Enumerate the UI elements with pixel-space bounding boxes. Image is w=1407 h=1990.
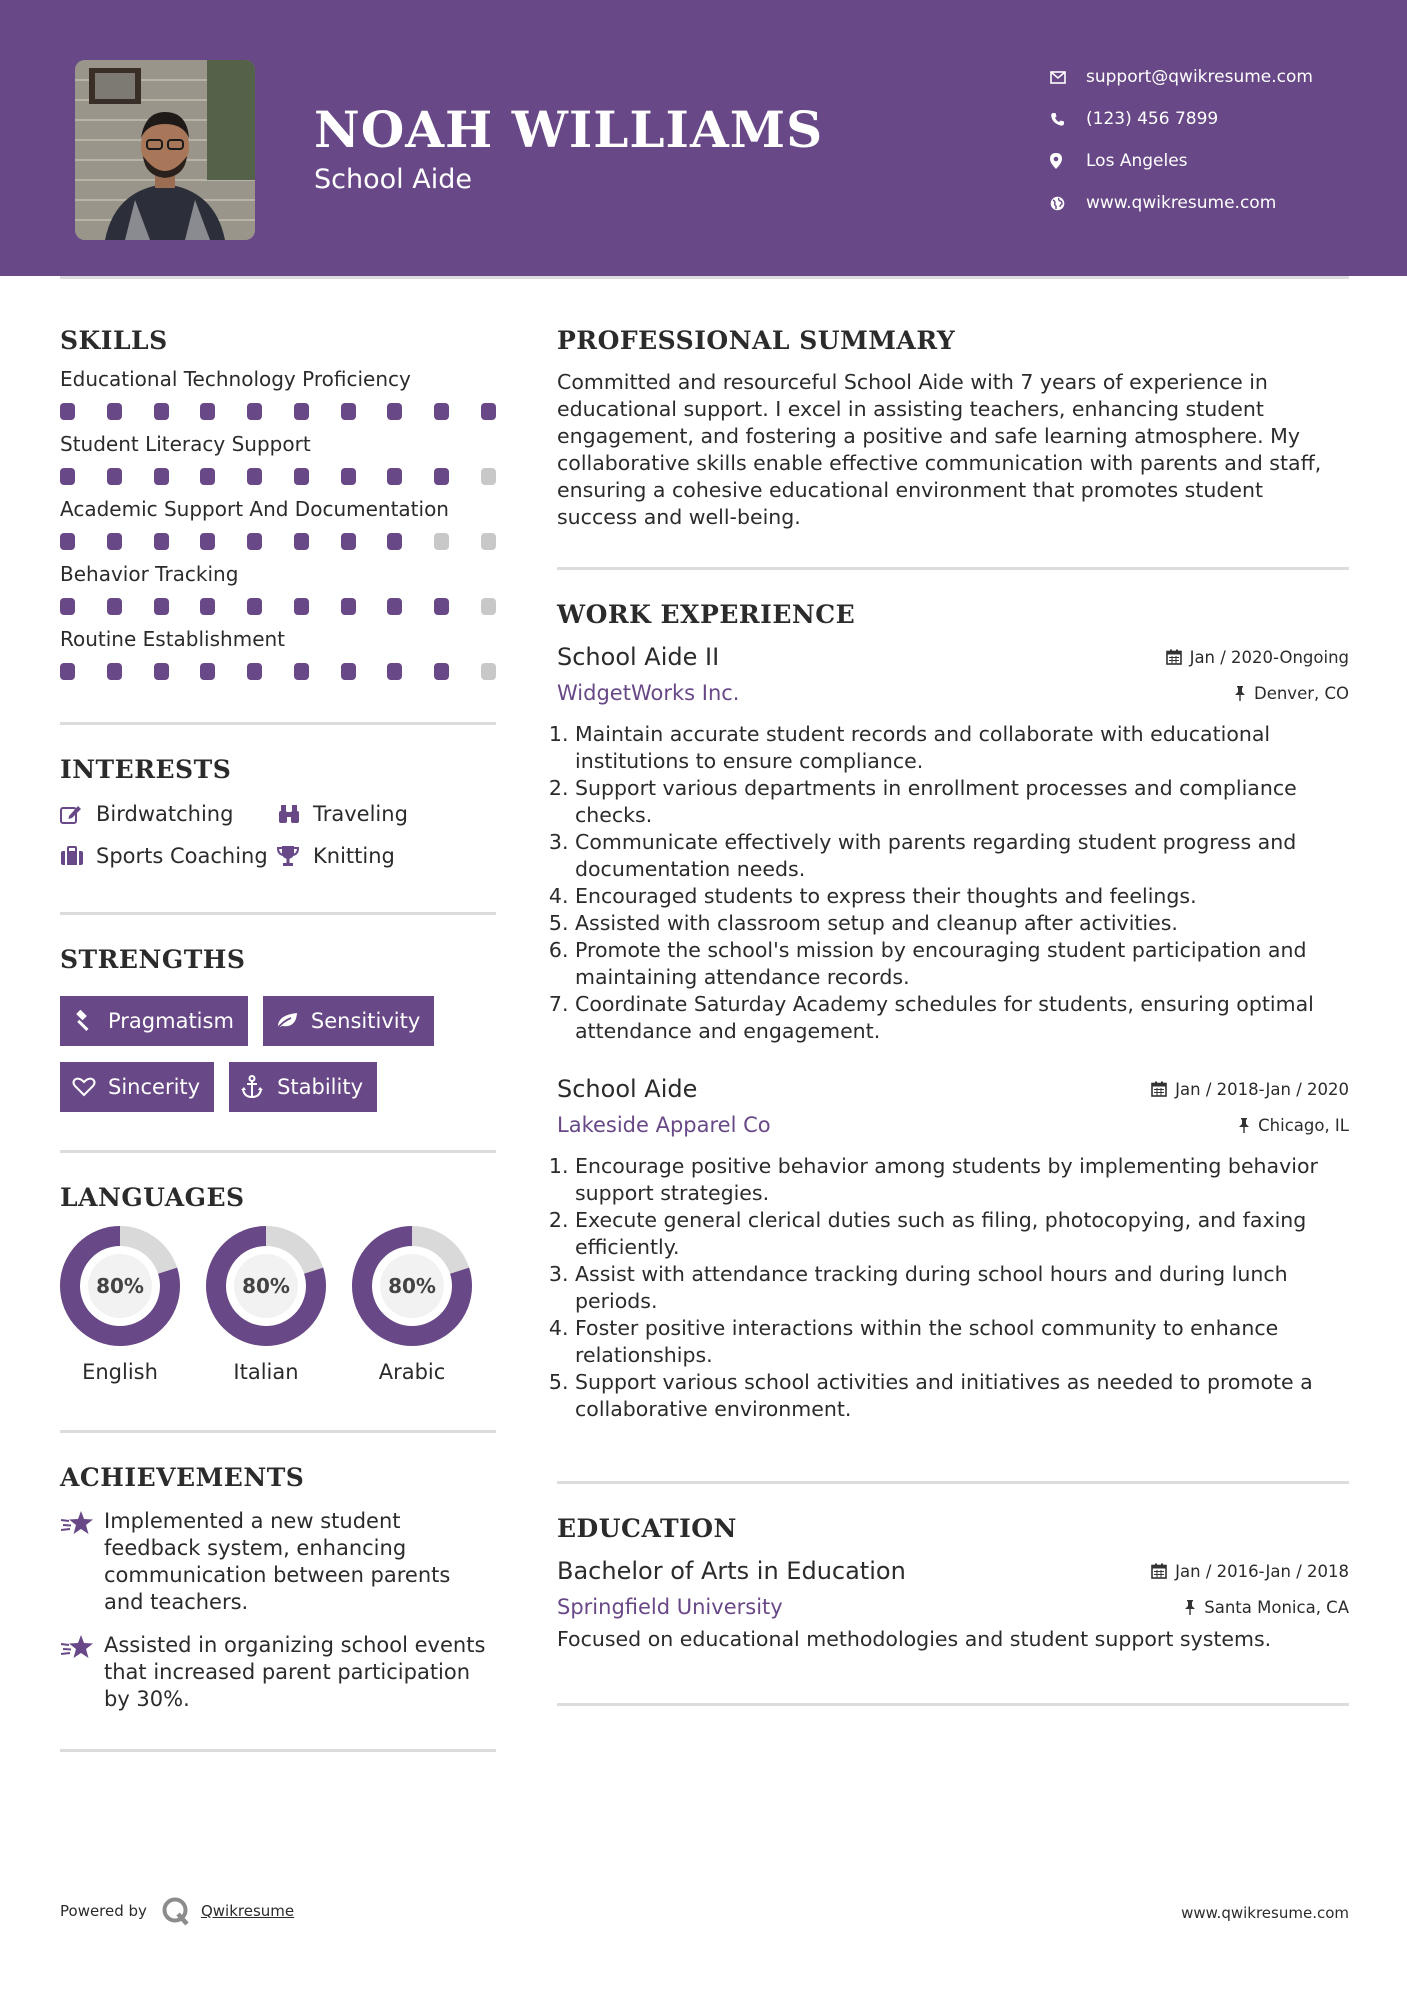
candidate-name: NOAH WILLIAMS	[314, 100, 824, 159]
skill-dot-filled	[247, 533, 262, 550]
skill-dot-filled	[387, 468, 402, 485]
skill-rating	[60, 533, 496, 550]
skill-dot-empty	[481, 533, 496, 550]
section-divider	[60, 1749, 496, 1752]
binoculars-icon	[277, 804, 313, 824]
duty-item: 1. Maintain accurate student records and collaborate with educational institutions to ensure compliance.	[575, 721, 1349, 775]
shooting-star-icon	[60, 1632, 104, 1713]
skill-item	[60, 562, 496, 615]
language-item	[60, 1226, 180, 1384]
globe-icon	[1050, 196, 1086, 211]
section-divider	[60, 1150, 496, 1153]
skill-name: Behavior Tracking	[60, 562, 239, 586]
left-column	[60, 276, 496, 1752]
skill-dot-filled	[294, 663, 309, 680]
strength-label: Pragmatism	[108, 1009, 234, 1033]
heart-icon	[72, 1077, 108, 1097]
contact-location	[1050, 140, 1380, 182]
skill-dot-filled	[341, 468, 356, 485]
section-divider	[60, 722, 496, 725]
resume-header	[0, 0, 1407, 276]
right-column	[557, 276, 1349, 1706]
job-location-text: Denver, CO	[1253, 683, 1349, 703]
calendar-icon	[1151, 1081, 1167, 1097]
skill-item	[60, 627, 496, 680]
skill-dot-filled	[200, 468, 215, 485]
strengths-list	[60, 996, 496, 1112]
strength-badge	[263, 996, 434, 1046]
achievement-item	[60, 1632, 496, 1713]
duty-item: 5. Support various school activities and initiatives as needed to promote a collaborative environment.	[575, 1369, 1349, 1423]
skill-name: Academic Support And Documentation	[60, 497, 449, 521]
skill-dot-filled	[294, 533, 309, 550]
skill-dot-filled	[60, 403, 75, 420]
job-entry	[557, 1075, 1349, 1423]
edit-icon	[60, 804, 96, 824]
language-percent: 80%	[96, 1274, 144, 1298]
section-divider	[557, 1481, 1349, 1484]
skill-rating	[60, 598, 496, 615]
skill-dot-filled	[200, 403, 215, 420]
languages-list	[60, 1226, 496, 1384]
skill-dot-empty	[481, 468, 496, 485]
skill-dot-filled	[154, 598, 169, 615]
contact-email-text: support@qwikresume.com	[1086, 67, 1313, 87]
interest-item	[60, 844, 277, 868]
skill-dot-filled	[434, 468, 449, 485]
language-item	[206, 1226, 326, 1384]
language-percent: 80%	[388, 1274, 436, 1298]
strength-badge	[229, 1062, 377, 1112]
skill-item	[60, 367, 496, 420]
candidate-title: School Aide	[314, 164, 472, 195]
degree-name: Bachelor of Arts in Education	[557, 1557, 906, 1585]
job-title: School Aide II	[557, 643, 720, 671]
skill-dot-filled	[341, 598, 356, 615]
calendar-icon	[1166, 649, 1182, 665]
contact-list	[1050, 56, 1380, 224]
anchor-icon	[241, 1075, 277, 1099]
skill-dot-filled	[60, 533, 75, 550]
skill-dot-filled	[294, 403, 309, 420]
interest-item	[277, 844, 487, 868]
skill-dot-filled	[341, 403, 356, 420]
shooting-star-icon	[60, 1508, 104, 1616]
skill-dot-filled	[154, 663, 169, 680]
company-name: Lakeside Apparel Co	[557, 1113, 771, 1137]
gavel-icon	[72, 1010, 108, 1032]
contact-phone[interactable]	[1050, 98, 1380, 140]
education-dates-text: Jan / 2016-Jan / 2018	[1175, 1561, 1349, 1581]
achievements-list	[60, 1508, 496, 1713]
strength-label: Sincerity	[108, 1075, 201, 1099]
skill-dot-filled	[154, 533, 169, 550]
skills-list	[60, 367, 496, 680]
interest-item	[60, 802, 277, 826]
skill-dot-filled	[247, 663, 262, 680]
skill-dot-filled	[60, 663, 75, 680]
education-entry	[557, 1557, 1349, 1651]
education-location-text: Santa Monica, CA	[1204, 1597, 1349, 1617]
skill-dot-filled	[60, 598, 75, 615]
skill-name: Educational Technology Proficiency	[60, 367, 411, 391]
skill-item	[60, 432, 496, 485]
skill-rating	[60, 663, 496, 680]
duties-list	[557, 1153, 1349, 1423]
summary-text: Committed and resourceful School Aide with 7 years of experience in educational support. I excel in assisting teachers, enhancing student engagement, and fostering a positive and safe learning atmosphere. My collaborative skills enable effective communication with parents and staff, ensuring a cohesive educational environment that promotes student success and well-being.	[557, 370, 1322, 529]
contact-phone-text: (123) 456 7899	[1086, 109, 1219, 129]
language-name: Italian	[233, 1360, 299, 1384]
strength-label: Stability	[277, 1075, 364, 1099]
job-dates-text: Jan / 2020-Ongoing	[1189, 647, 1349, 667]
language-percent: 80%	[242, 1274, 290, 1298]
contact-location-text: Los Angeles	[1086, 151, 1188, 171]
skill-dot-filled	[481, 403, 496, 420]
language-name: Arabic	[378, 1360, 446, 1384]
languages-heading: LANGUAGES	[60, 1183, 245, 1212]
skill-dot-filled	[200, 533, 215, 550]
skill-rating	[60, 403, 496, 420]
strengths-heading: STRENGTHS	[60, 945, 246, 974]
skill-dot-filled	[434, 663, 449, 680]
skill-dot-filled	[200, 598, 215, 615]
skill-dot-filled	[434, 598, 449, 615]
skill-dot-filled	[107, 598, 122, 615]
skill-dot-filled	[434, 403, 449, 420]
skills-heading: SKILLS	[60, 326, 168, 355]
duty-item: 2. Execute general clerical duties such as filing, photocopying, and faxing efficiently.	[575, 1207, 1349, 1261]
interest-label: Sports Coaching	[96, 844, 268, 868]
duty-item: 4. Foster positive interactions within the school community to enhance relationships.	[575, 1315, 1349, 1369]
duty-item: 4. Encouraged students to express their thoughts and feelings.	[575, 883, 1349, 910]
section-divider	[60, 912, 496, 915]
map-pin-icon	[1050, 153, 1086, 169]
interest-item	[277, 802, 487, 826]
powered-by-text: Powered by	[60, 1902, 147, 1920]
strength-label: Sensitivity	[310, 1009, 421, 1033]
interests-list	[60, 802, 496, 868]
skill-dot-empty	[434, 533, 449, 550]
achievement-text: Implemented a new student feedback system, enhancing communication between parents and teachers.	[104, 1509, 451, 1614]
achievement-item	[60, 1508, 496, 1616]
skill-dot-filled	[387, 403, 402, 420]
skill-rating	[60, 468, 496, 485]
skill-dot-filled	[294, 468, 309, 485]
duty-item: 2. Support various departments in enrollment processes and compliance checks.	[575, 775, 1349, 829]
skill-dot-filled	[247, 468, 262, 485]
duties-list	[557, 721, 1349, 1045]
qwikresume-logo-icon	[161, 1896, 191, 1926]
achievements-heading: ACHIEVEMENTS	[60, 1463, 305, 1492]
language-ring	[206, 1226, 326, 1346]
skill-name: Student Literacy Support	[60, 432, 311, 456]
job-location-text: Chicago, IL	[1258, 1115, 1349, 1135]
language-ring	[352, 1226, 472, 1346]
skill-dot-filled	[154, 468, 169, 485]
contact-website[interactable]	[1050, 182, 1380, 224]
job-dates-text: Jan / 2018-Jan / 2020	[1175, 1079, 1349, 1099]
pushpin-icon	[1238, 1117, 1250, 1133]
skill-dot-filled	[60, 468, 75, 485]
pushpin-icon	[1234, 685, 1246, 701]
experience-heading: WORK EXPERIENCE	[557, 600, 856, 629]
duty-item: 5. Assisted with classroom setup and cleanup after activities.	[575, 910, 1349, 937]
education-description: Focused on educational methodologies and student support systems.	[557, 1627, 1272, 1651]
skill-dot-filled	[107, 533, 122, 550]
pushpin-icon	[1184, 1599, 1196, 1615]
job-location	[1238, 1116, 1349, 1135]
skill-dot-empty	[481, 598, 496, 615]
language-name: English	[82, 1360, 158, 1384]
footer-website[interactable]: www.qwikresume.com	[1181, 1904, 1349, 1922]
skill-dot-filled	[387, 663, 402, 680]
section-divider	[60, 1430, 496, 1433]
language-ring	[60, 1226, 180, 1346]
leaf-icon	[275, 1011, 311, 1031]
qwikresume-link[interactable]: Qwikresume	[200, 1902, 295, 1920]
skill-dot-filled	[200, 663, 215, 680]
interest-label: Birdwatching	[96, 802, 234, 826]
school-name: Springfield University	[557, 1595, 783, 1619]
suitcase-icon	[60, 846, 96, 866]
strength-badge	[60, 996, 248, 1046]
job-title: School Aide	[557, 1075, 698, 1103]
interest-label: Knitting	[313, 844, 395, 868]
education-location	[1184, 1598, 1349, 1617]
footer-powered-by	[60, 1896, 294, 1926]
skill-item	[60, 497, 496, 550]
language-item	[352, 1226, 472, 1384]
profile-photo	[75, 60, 255, 240]
trophy-icon	[277, 845, 313, 867]
job-entry	[557, 643, 1349, 1045]
profile-photo-image	[75, 60, 255, 240]
envelope-icon	[1050, 71, 1086, 84]
skill-dot-filled	[107, 663, 122, 680]
job-dates	[1151, 1080, 1349, 1099]
job-location	[1234, 684, 1349, 703]
skill-dot-empty	[481, 663, 496, 680]
duty-item: 1. Encourage positive behavior among students by implementing behavior support strategies.	[575, 1153, 1349, 1207]
education-heading: EDUCATION	[557, 1514, 737, 1543]
interest-label: Traveling	[313, 802, 408, 826]
skill-dot-filled	[154, 403, 169, 420]
calendar-icon	[1151, 1563, 1167, 1579]
contact-email[interactable]	[1050, 56, 1380, 98]
achievement-text: Assisted in organizing school events that increased parent participation by 30%.	[104, 1633, 486, 1711]
skill-dot-filled	[341, 533, 356, 550]
duty-item: 3. Communicate effectively with parents regarding student progress and documentation needs.	[575, 829, 1349, 883]
phone-icon	[1050, 112, 1086, 127]
skill-dot-filled	[387, 598, 402, 615]
education-dates	[1151, 1562, 1349, 1581]
company-name: WidgetWorks Inc.	[557, 681, 740, 705]
strength-badge	[60, 1062, 214, 1112]
skill-dot-filled	[247, 403, 262, 420]
duty-item: 7. Coordinate Saturday Academy schedules for students, ensuring optimal attendance and engagement.	[575, 991, 1349, 1045]
section-divider	[557, 1703, 1349, 1706]
skill-dot-filled	[341, 663, 356, 680]
skill-dot-filled	[107, 403, 122, 420]
job-dates	[1166, 648, 1349, 667]
skill-dot-filled	[247, 598, 262, 615]
duty-item: 6. Promote the school's mission by encouraging student participation and maintaining attendance records.	[575, 937, 1349, 991]
skill-dot-filled	[387, 533, 402, 550]
summary-heading: PROFESSIONAL SUMMARY	[557, 326, 956, 355]
skill-dot-filled	[294, 598, 309, 615]
contact-website-text: www.qwikresume.com	[1086, 193, 1277, 213]
skill-dot-filled	[107, 468, 122, 485]
duty-item: 3. Assist with attendance tracking during school hours and during lunch periods.	[575, 1261, 1349, 1315]
section-divider	[557, 567, 1349, 570]
skill-name: Routine Establishment	[60, 627, 286, 651]
interests-heading: INTERESTS	[60, 755, 232, 784]
